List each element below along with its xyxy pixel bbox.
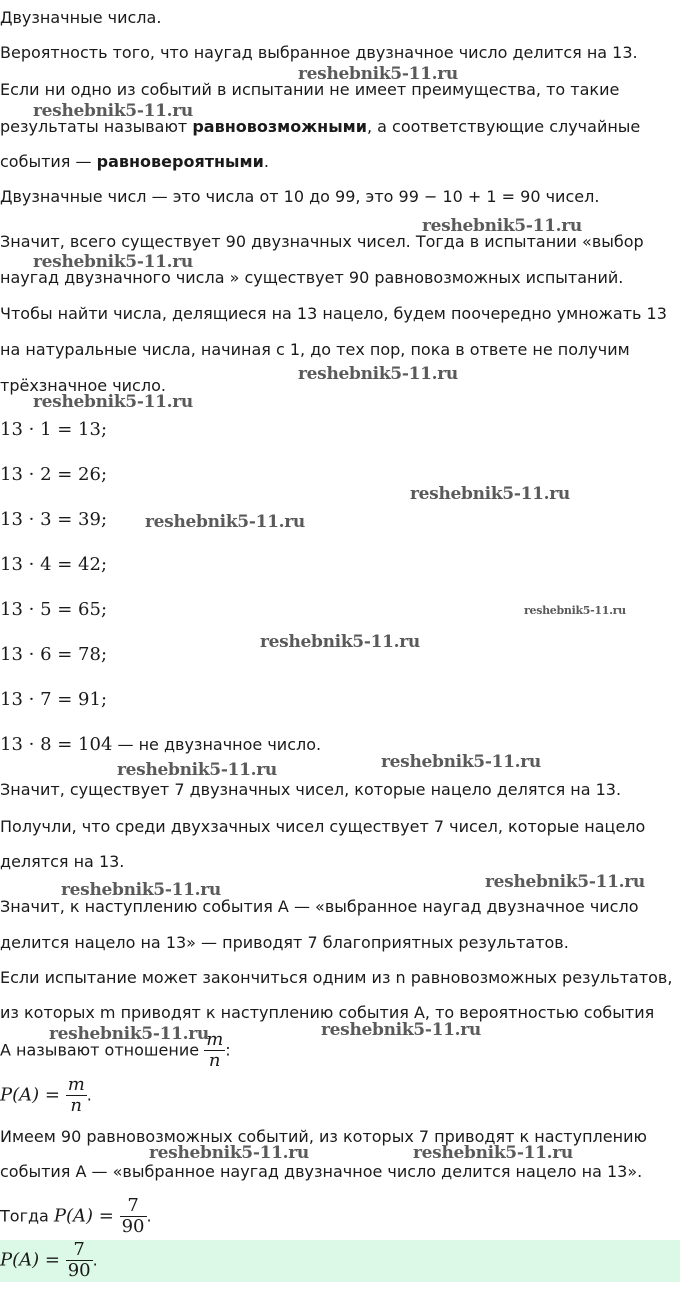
favorable-count: Значит, существует 7 двузначных чисел, которые нацело делятся на 13. [0,780,622,799]
product-row: 13 · 4 = 42; [0,554,108,575]
product-row: 13 · 1 = 13; [0,419,108,440]
answer-box [0,1240,680,1282]
definition-line-1: Если ни одно из событий в испытании не имеет преимущества, то такие [0,80,620,99]
term-equiprobable: равновероятными [96,152,264,171]
product-row: 13 · 3 = 39; [0,509,108,530]
summary-line-1: Получли, что среди двухзачных чисел существует 7 чисел, которые нацело [0,817,646,836]
product-row: 13 · 7 = 91; [0,689,108,710]
given-line-1: Имеем 90 равновозможных событий, из которых 7 приводят к наступлению [0,1127,647,1146]
method-line-2: на натуральные числа, начиная с 1, до тех пор, пока в ответе не получим [0,340,630,359]
total-outcomes-line-2: наугад двузначного числа » существует 90 равновозможных испытаний. [0,268,624,287]
term-equally-possible: равновозможными [192,117,367,136]
product-row: 13 · 2 = 26; [0,464,108,485]
watermark: reshebnik5-11.ru [413,1143,573,1163]
method-line-3: трёхзначное число. [0,376,166,395]
summary-line-2: делятся на 13. [0,852,125,871]
product-row: 13 · 8 = 104 — не двузначное число. [0,734,322,755]
watermark: reshebnik5-11.ru [298,64,458,84]
task-statement: Вероятность того, что наугад выбранное двузначное число делится на 13. [0,43,638,62]
definition-line-3: события — равновероятными. [0,152,269,171]
product-row: 13 · 5 = 65; [0,599,108,620]
fraction-m-over-n: $\frac{m}{n}$ [206,1029,224,1071]
probability-definition-line-2: из которых m приводят к наступлению события A, то вероятностью события [0,1003,655,1022]
then-formula: Тогда P(A) = $\frac{7}{90}$ . [0,1195,152,1237]
watermark: reshebnik5-11.ru [321,1020,481,1040]
event-line-1: Значит, к наступлению события A — «выбранное наугад двузначное число [0,897,639,916]
probability-definition-line-3: A называют отношение $\frac{m}{n}$ : [0,1029,231,1071]
watermark: reshebnik5-11.ru [49,1024,209,1044]
fraction-7-over-90: $\frac{7}{90}$ [121,1195,145,1237]
watermark: reshebnik5-11.ru [298,364,458,384]
given-line-2: события A — «выбранное наугад двузначное число делится нацело на 13». [0,1162,643,1181]
count-two-digit-numbers: Двузначные числ — это числа от 10 до 99, это 99 − 10 + 1 = 90 чисел. [0,187,600,206]
definition-line-2: результаты называют равновозможными, а соответствующие случайные [0,117,641,136]
watermark: reshebnik5-11.ru [422,216,582,236]
watermark: reshebnik5-11.ru [260,632,420,652]
watermark: reshebnik5-11.ru [117,760,277,780]
total-outcomes-line-1: Значит, всего существует 90 двузначных чисел. Тогда в испытании «выбор [0,232,644,251]
event-line-2: делится нацело на 13» — приводят 7 благоприятных результатов. [0,933,569,952]
watermark: reshebnik5-11.ru [410,484,570,504]
watermark: reshebnik5-11.ru [33,392,193,412]
watermark: reshebnik5-11.ru [33,252,193,272]
method-line-1: Чтобы найти числа, делящиеся на 13 нацело, будем поочередно умножать 13 [0,304,667,323]
fraction-m-over-n: $\frac{m}{n}$ [67,1074,85,1116]
probability-definition-line-1: Если испытание может закончиться одним из n равновозможных результатов, [0,968,673,987]
watermark: reshebnik5-11.ru [381,752,541,772]
watermark: reshebnik5-11.ru [149,1143,309,1163]
watermark: reshebnik5-11.ru [33,101,193,121]
answer-formula: P(A) = $\frac{7}{90}$ . [0,1239,98,1281]
probability-formula: P(A) = $\frac{m}{n}$ . [0,1074,92,1116]
product-row: 13 · 6 = 78; [0,644,108,665]
fraction-7-over-90: $\frac{7}{90}$ [67,1239,91,1281]
watermark: reshebnik5-11.ru [145,512,305,532]
watermark: reshebnik5-11.ru [485,872,645,892]
heading: Двузначные числа. [0,8,162,27]
watermark: reshebnik5-11.ru [61,880,221,900]
watermark: reshebnik5-11.ru [524,604,626,617]
